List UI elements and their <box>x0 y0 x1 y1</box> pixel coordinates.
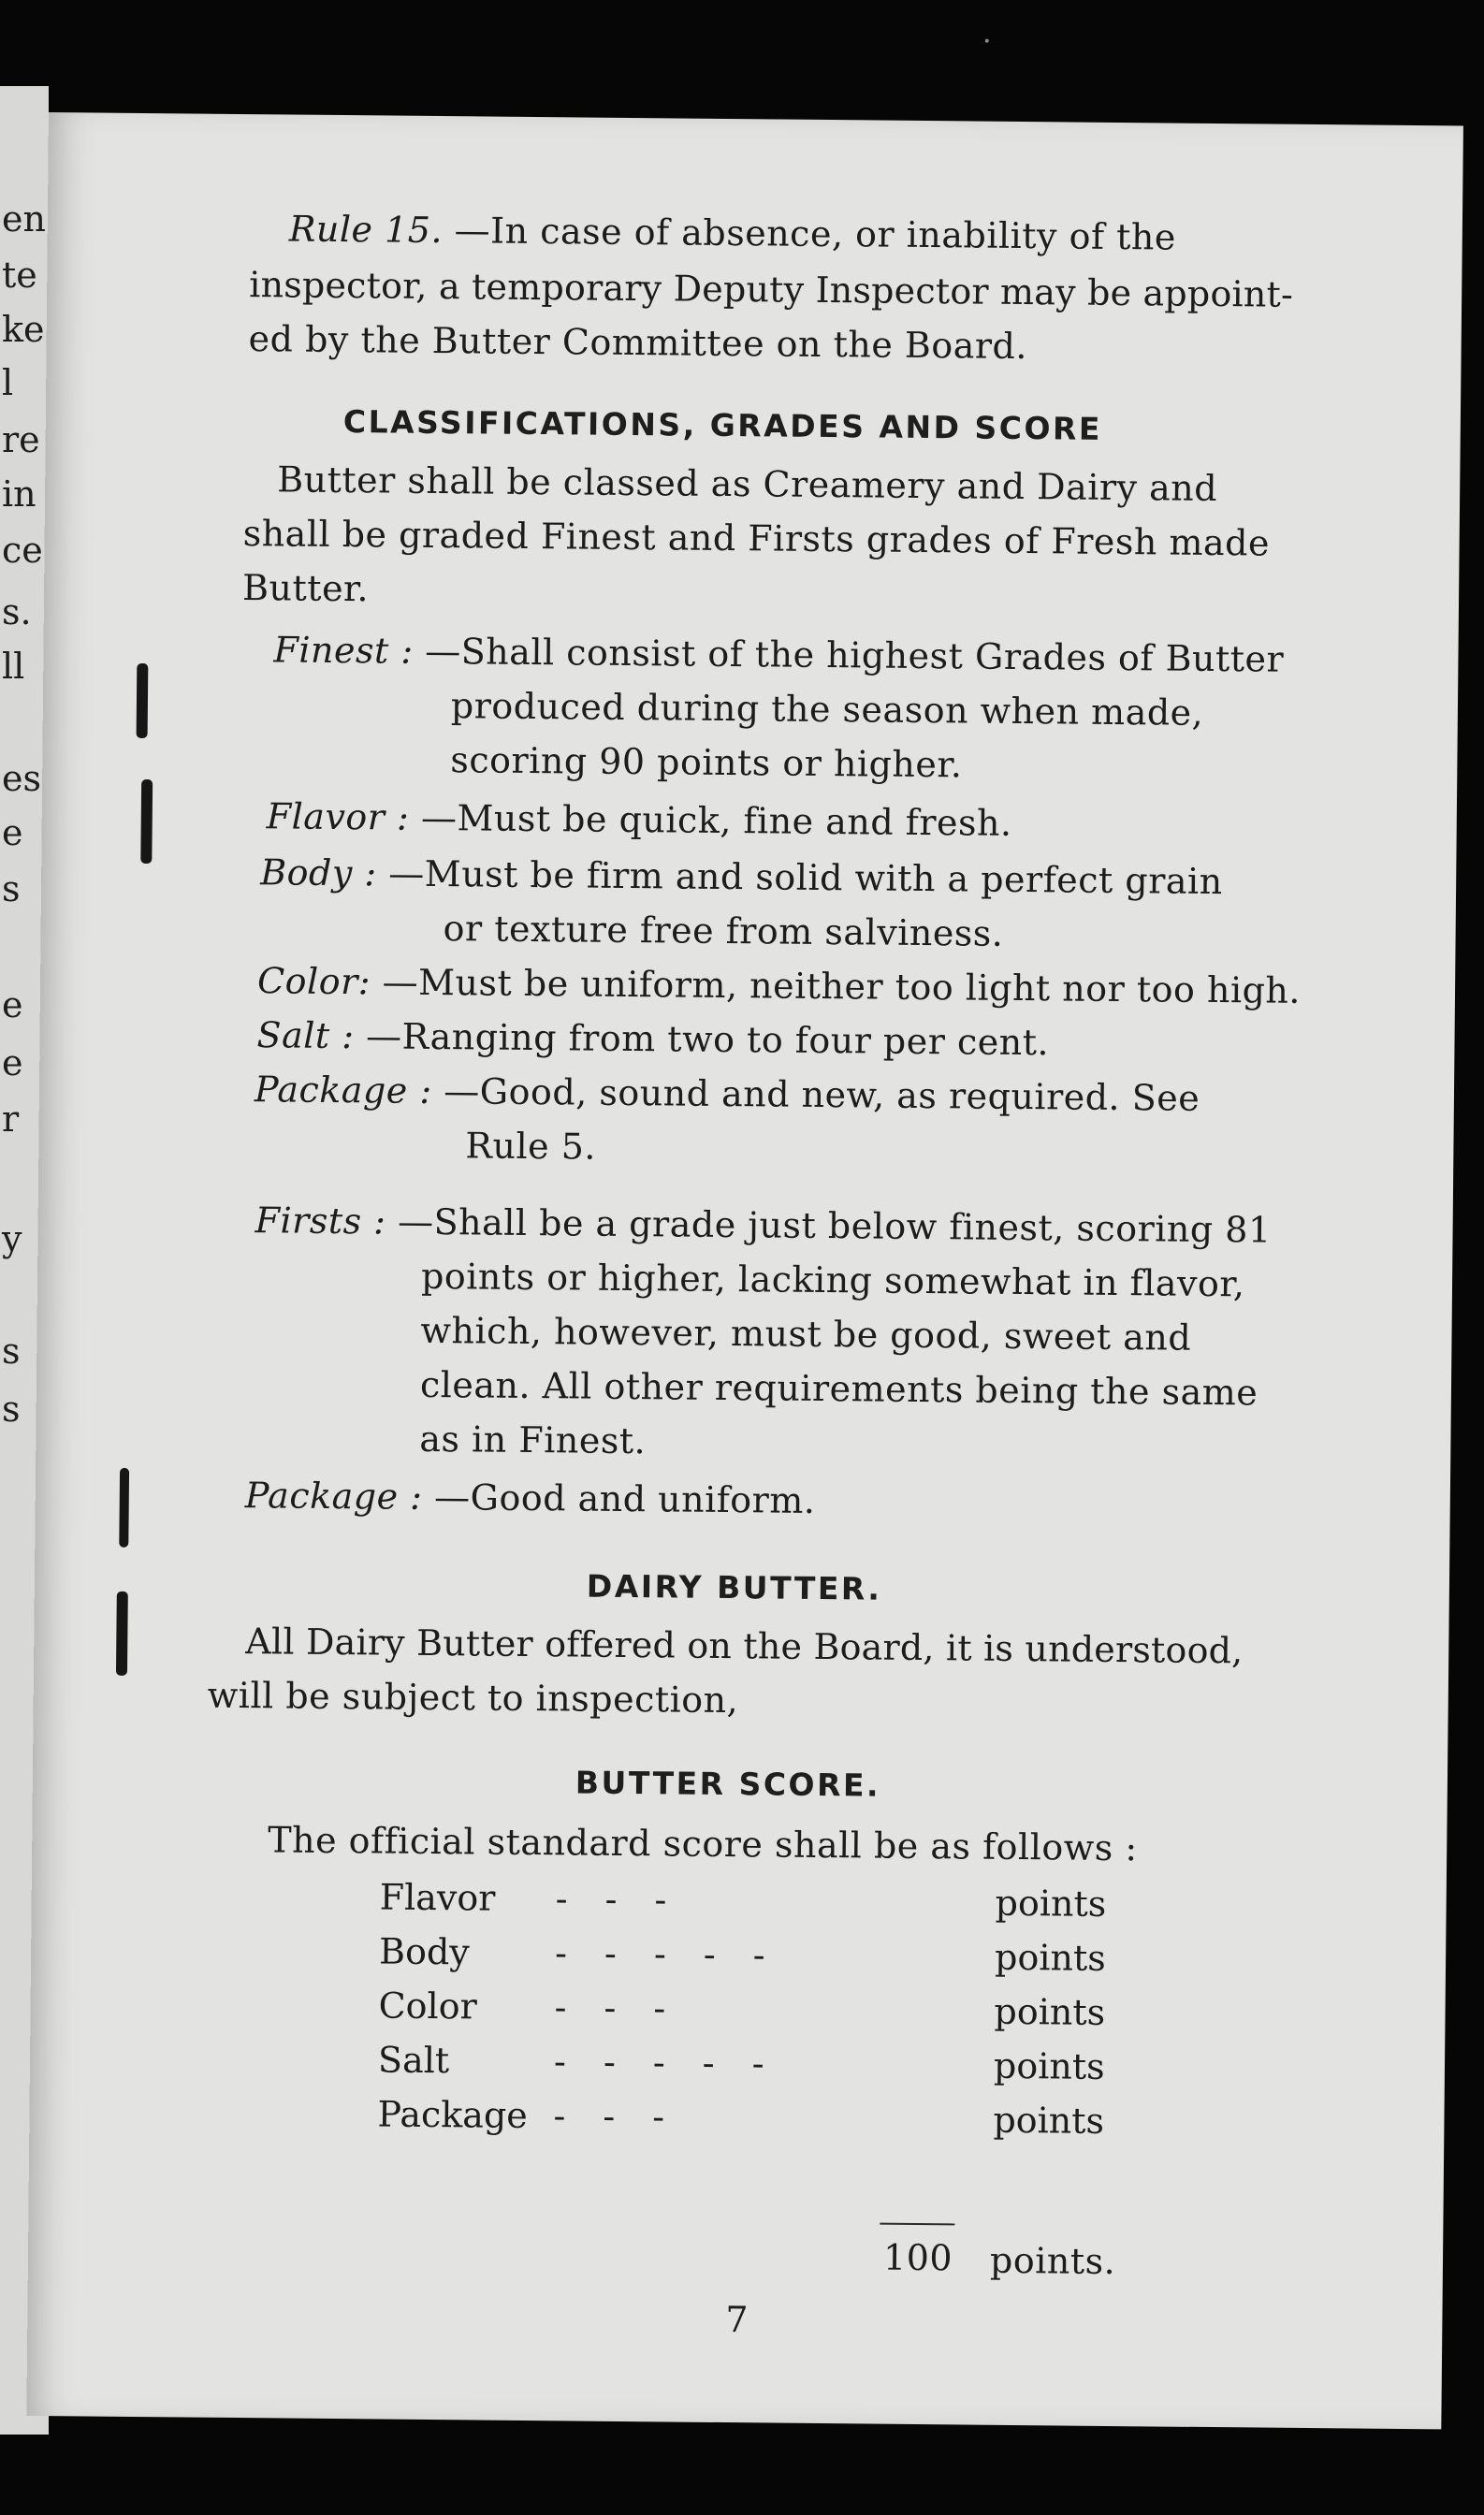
score-leader: - - - - - <box>554 1932 778 1976</box>
score-item: Color <box>378 1984 477 2028</box>
body-criterion-line-2: or texture free from salviness. <box>443 908 1004 954</box>
score-leader: - - - <box>553 2095 678 2138</box>
binding-mark <box>137 663 149 738</box>
package-text: —Good, sound and new, as required. See <box>444 1070 1200 1119</box>
rule-15-text: —In case of absence, or inability of the <box>454 210 1177 258</box>
body-criterion <box>260 851 1223 902</box>
score-unit: points <box>993 2044 1105 2087</box>
butter-score-intro: The official standard score shall be as follows : <box>268 1819 1138 1869</box>
dust-speck <box>985 39 989 43</box>
rule-15-line-3: ed by the Butter Committee on the Board. <box>248 318 1028 368</box>
finest-line-1 <box>273 629 1284 679</box>
finest-text: —Shall consist of the highest Grades of Butter <box>425 630 1285 680</box>
firsts-text: —Shall be a grade just below finest, scoring 81 <box>397 1200 1272 1251</box>
dairy-butter-heading: DAIRY BUTTER. <box>586 1567 882 1607</box>
firsts-label: Firsts : <box>255 1199 386 1243</box>
left-page-fragment: r <box>2 1098 20 1140</box>
left-page-fragment: s <box>2 868 21 909</box>
flavor-criterion <box>267 795 1012 844</box>
salt-label: Salt : <box>256 1014 355 1057</box>
classifications-intro-line: shall be graded Finest and Firsts grades of Fresh made <box>242 513 1271 564</box>
body-text: —Must be firm and solid with a perfect grain <box>388 852 1223 903</box>
score-unit: points <box>994 1936 1106 1979</box>
left-page-fragment: e <box>2 984 23 1025</box>
rule-15-label: Rule 15. <box>288 208 444 252</box>
color-text: —Must be uniform, neither too light nor too high. <box>382 961 1302 1011</box>
score-total-value: 100 <box>882 2236 953 2279</box>
dairy-butter-line-2: will be subject to inspection, <box>207 1674 739 1722</box>
left-page-fragment: in <box>2 473 36 515</box>
flavor-text: —Must be quick, fine and fresh. <box>420 796 1012 844</box>
firsts-line: which, however, must be good, sweet and <box>420 1309 1192 1359</box>
score-unit: points <box>993 2099 1105 2142</box>
score-item: Body <box>378 1930 470 1973</box>
page-number: 7 <box>725 2299 749 2341</box>
score-leader: - - - - - <box>553 2041 778 2085</box>
salt-criterion <box>256 1014 1049 1063</box>
color-criterion <box>257 960 1301 1011</box>
page <box>26 112 1463 2429</box>
left-page-fragment: s <box>2 1388 21 1430</box>
left-page-fragment: y <box>2 1218 22 1259</box>
firsts-package-text: —Good and uniform. <box>433 1476 816 1521</box>
left-page-fragment: l <box>2 362 14 403</box>
classifications-intro-line: Butter shall be classed as Creamery and Dairy and <box>277 458 1218 510</box>
binding-mark <box>119 1468 129 1548</box>
score-leader: - - - <box>554 1986 679 2029</box>
left-page-fragment: s. <box>2 591 32 632</box>
score-leader: - - - <box>555 1878 680 1921</box>
finest-line-3: scoring 90 points or higher. <box>450 739 963 786</box>
color-label: Color: <box>256 960 371 1003</box>
left-page-fragment: s <box>2 1330 21 1372</box>
left-page-fragment: en <box>2 198 46 240</box>
left-page-fragment: ce <box>2 530 43 571</box>
package-criterion-line-2: Rule 5. <box>465 1125 597 1168</box>
firsts-line: points or higher, lacking somewhat in flavor, <box>420 1255 1245 1305</box>
finest-label: Finest : <box>273 629 414 672</box>
score-unit: points <box>994 1990 1106 2033</box>
total-rule <box>880 2223 954 2226</box>
left-page-fragment: es <box>2 758 41 799</box>
rule-15-line-1 <box>289 208 1176 257</box>
butter-score-heading: BUTTER SCORE. <box>575 1764 881 1804</box>
score-total-unit: points. <box>989 2239 1116 2283</box>
finest-line-2: produced during the season when made, <box>450 685 1204 734</box>
package-label: Package : <box>254 1069 432 1112</box>
firsts-line-1 <box>255 1199 1271 1250</box>
binding-mark <box>140 779 153 864</box>
score-item: Flavor <box>379 1876 496 1919</box>
firsts-line: as in Finest. <box>419 1417 647 1462</box>
rule-15-line-2: inspector, a temporary Deputy Inspector may be appoint- <box>249 264 1294 315</box>
dairy-butter-line-1: All Dairy Butter offered on the Board, it is understood, <box>245 1621 1244 1672</box>
left-page-fragment: re <box>2 419 40 460</box>
left-page-fragment: te <box>2 254 37 296</box>
binding-mark <box>116 1592 128 1676</box>
score-item: Salt <box>377 2039 450 2082</box>
classifications-intro-line: Butter. <box>241 567 370 610</box>
salt-text: —Ranging from two to four per cent. <box>365 1015 1050 1064</box>
left-page-fragment: e <box>2 812 23 853</box>
score-item: Package <box>377 2093 528 2137</box>
body-label: Body : <box>260 851 377 894</box>
package-criterion <box>255 1069 1200 1119</box>
score-unit: points <box>995 1882 1107 1925</box>
flavor-label: Flavor : <box>266 795 410 838</box>
classifications-heading: CLASSIFICATIONS, GRADES AND SCORE <box>342 403 1103 447</box>
left-page-fragment: ke <box>2 309 45 350</box>
left-page-fragment: e <box>2 1042 23 1083</box>
firsts-line: clean. All other requirements being the same <box>419 1363 1258 1414</box>
left-page-fragment: ll <box>2 646 25 687</box>
firsts-package-label: Package : <box>244 1475 423 1518</box>
firsts-package <box>245 1475 816 1521</box>
